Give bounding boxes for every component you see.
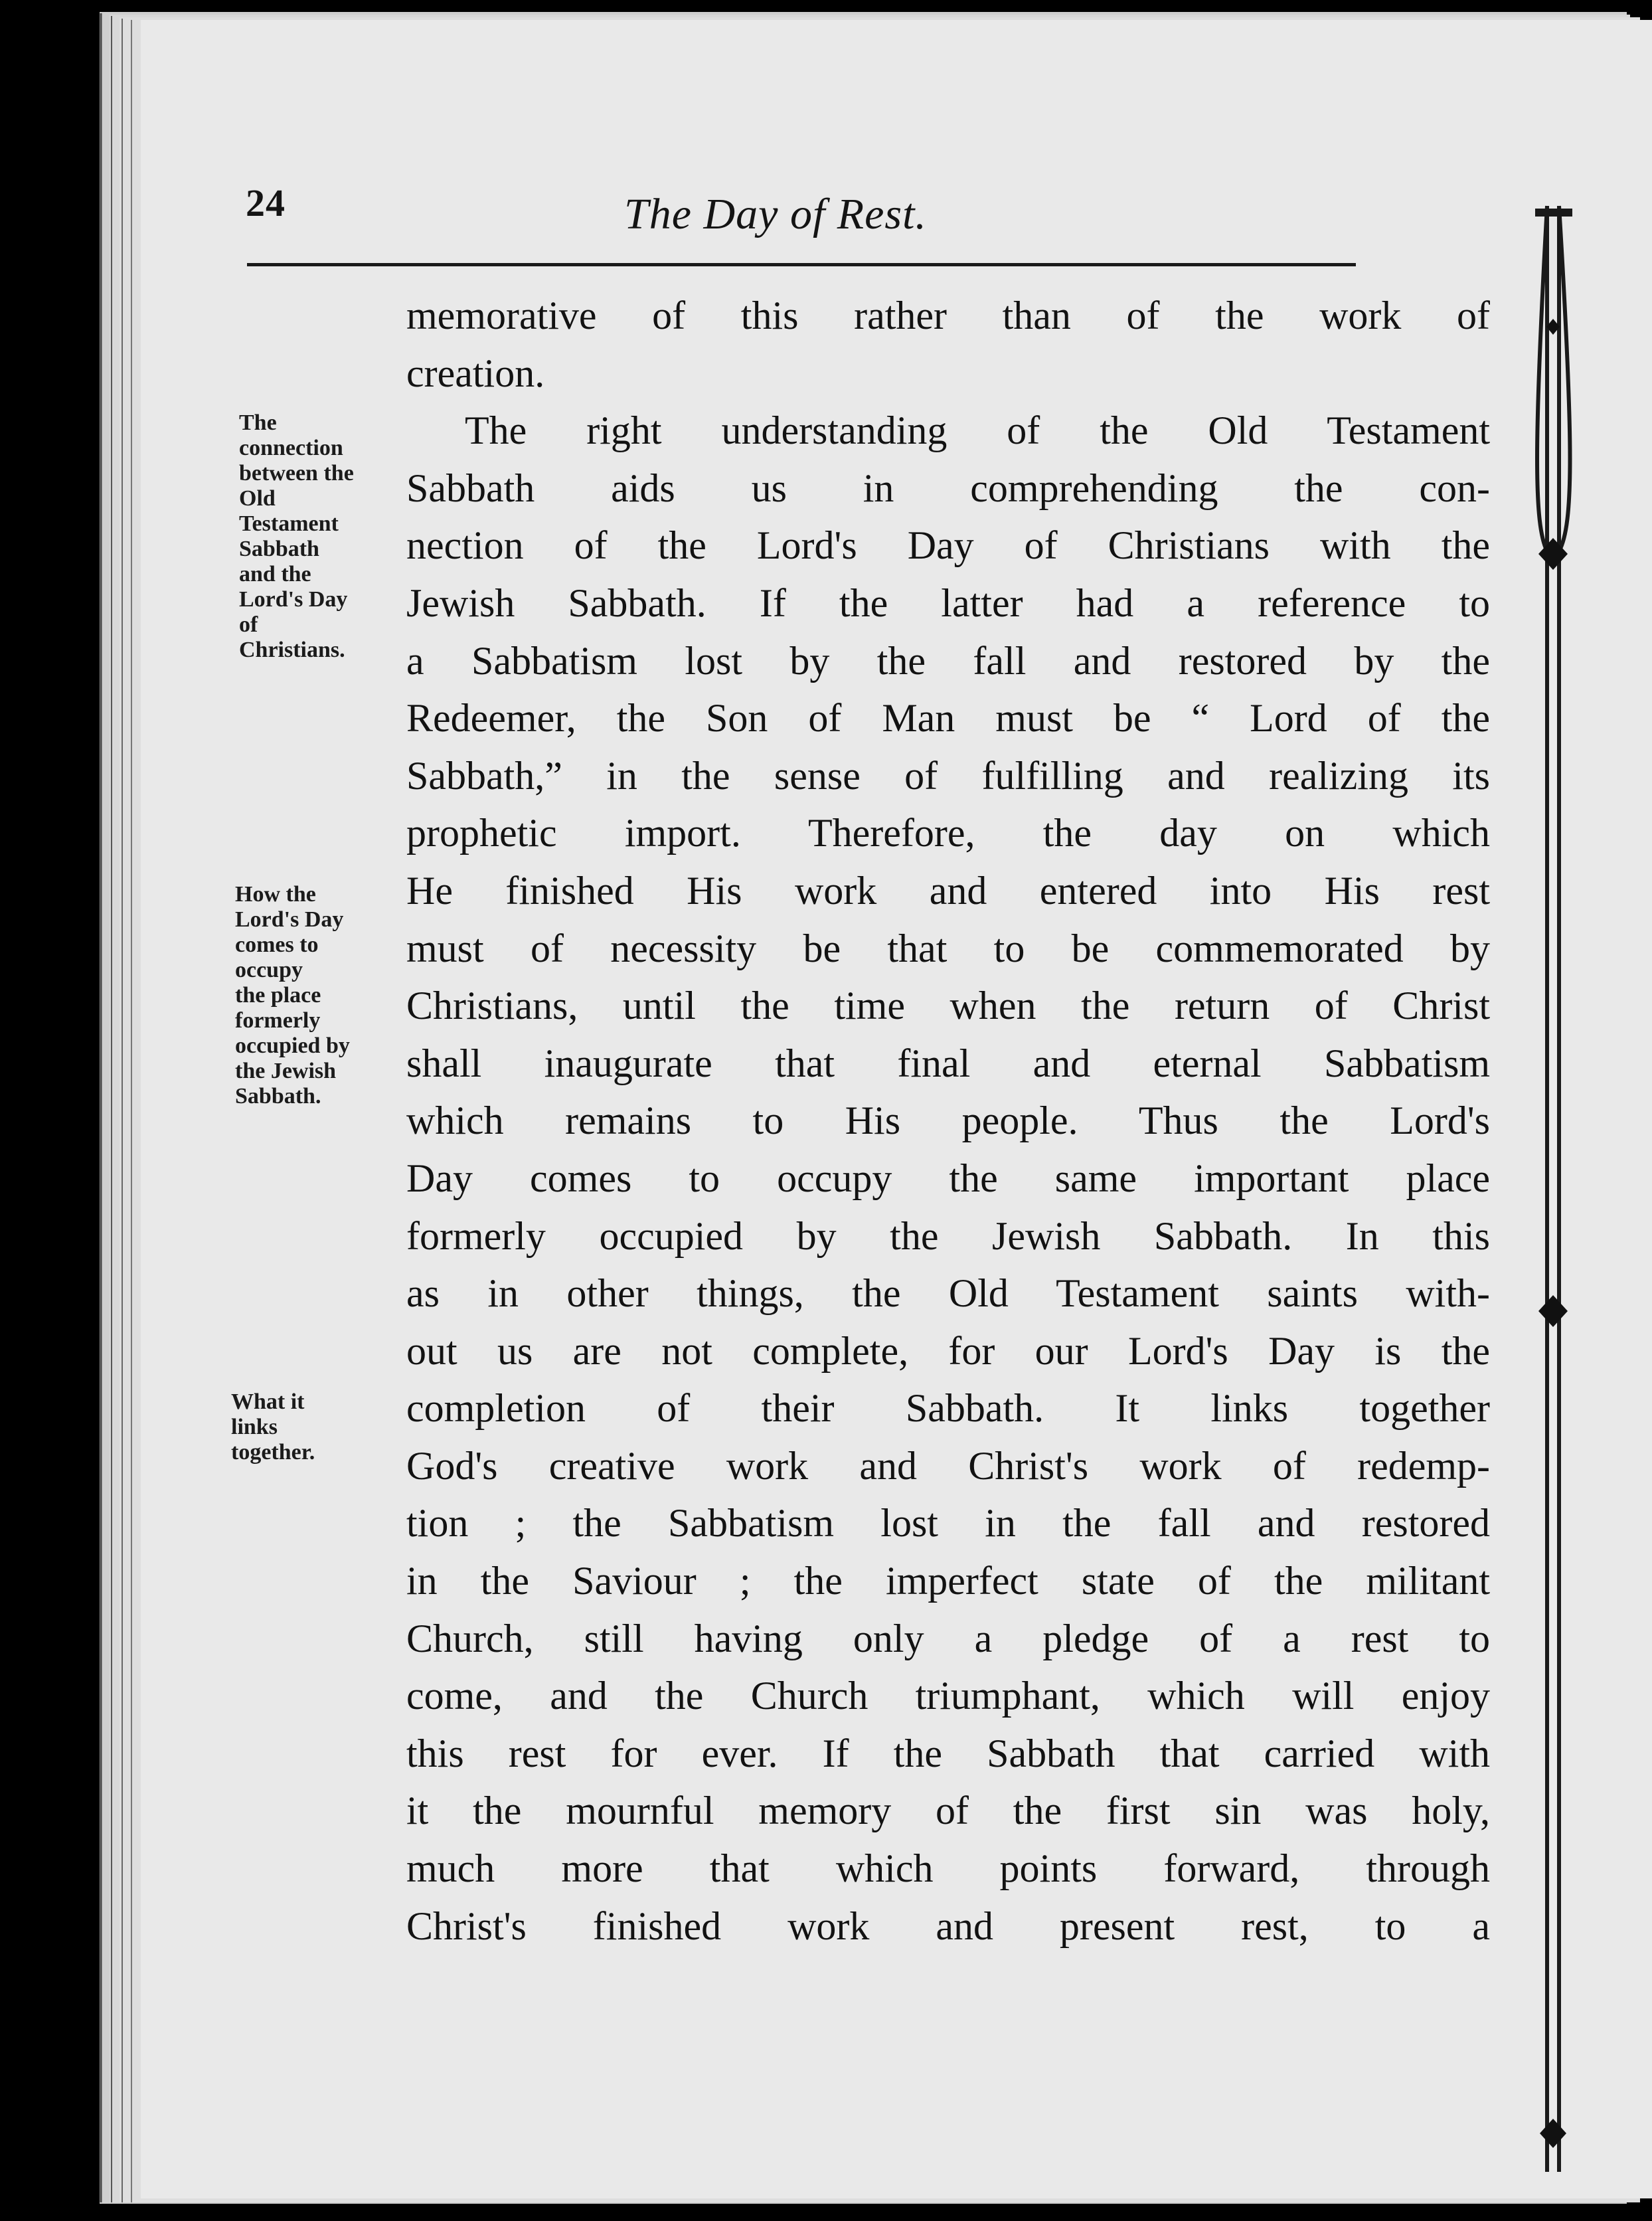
body-line: completion of their Sabbath. It links together — [406, 1386, 1490, 1431]
sidenote-line: occupied by — [235, 1033, 350, 1058]
sidenote-line: and the — [239, 562, 311, 586]
body-line: Church, still having only a pledge of a rest to — [406, 1616, 1490, 1660]
ornament-icon — [1538, 1295, 1568, 1327]
body-line: much more that which points forward, through — [406, 1846, 1490, 1891]
body-line: formerly occupied by the Jewish Sabbath. In this — [406, 1213, 1490, 1258]
sidenote-line: together. — [231, 1440, 315, 1465]
sidenote-line: Lord's Day — [239, 587, 348, 612]
body-line: Christians, until the time when the return of Christ — [406, 984, 1490, 1028]
body-line: He finished His work and entered into His rest — [406, 868, 1490, 913]
sidenote-what-it-links — [231, 1389, 424, 1465]
body-line: Sabbath,” in the sense of fulfilling and realizing its — [406, 753, 1490, 798]
running-title: The Day of Rest. — [624, 190, 927, 238]
body-line: as in other things, the Old Testament saints with- — [406, 1271, 1490, 1316]
sidenote-line: the Jewish — [235, 1059, 337, 1083]
body-line: Sabbath aids us in comprehending the con- — [406, 466, 1490, 510]
sidenote-line: the place — [235, 983, 321, 1008]
body-line: memorative of this rather than of the work of — [406, 294, 1490, 337]
body-line: in the Saviour ; the imperfect state of the militant — [406, 1559, 1490, 1603]
running-head — [141, 20, 1652, 286]
body-text — [406, 287, 1490, 1955]
sidenote-line: formerly — [235, 1008, 321, 1033]
body-line: out us are not complete, for our Lord's Day is the — [406, 1328, 1490, 1373]
body-line: nection of the Lord's Day of Christians with the — [406, 523, 1490, 568]
sidenote-line: What it — [231, 1389, 305, 1414]
sidenote-line: Testament — [239, 511, 339, 536]
body-line: it the mournful memory of the first sin was holy, — [406, 1789, 1490, 1833]
body-line: a Sabbatism lost by the fall and restored by the — [406, 638, 1490, 683]
sidenote-line: between the — [239, 461, 354, 486]
body-line: which remains to His people. Thus the Lord's — [406, 1099, 1490, 1143]
binding-cord-ornament — [1521, 179, 1620, 2198]
header-rule — [247, 263, 1356, 266]
body-line: come, and the Church triumphant, which will enjoy — [406, 1674, 1490, 1718]
sidenote-line: Sabbath — [239, 537, 319, 561]
sidenote-line: Sabbath. — [235, 1084, 321, 1109]
body-line: this rest for ever. If the Sabbath that carried with — [406, 1731, 1490, 1775]
sidenote-connection — [239, 410, 432, 663]
body-line: shall inaugurate that final and eternal Sabbatism — [406, 1041, 1490, 1085]
body-line: Jewish Sabbath. If the latter had a reference to — [406, 580, 1490, 625]
sidenote-how-lords-day — [235, 882, 428, 1109]
body-line: tion ; the Sabbatism lost in the fall and restored — [406, 1501, 1490, 1546]
sidenote-line: The — [239, 410, 277, 435]
sidenote-line: occupy — [235, 958, 303, 982]
page-number: 24 — [246, 181, 286, 224]
sidenote-line: of — [239, 612, 258, 637]
sidenote-line: Christians. — [239, 638, 345, 662]
body-line: Redeemer, the Son of Man must be “ Lord of the — [406, 696, 1490, 741]
body-line: Day comes to occupy the same important place — [406, 1156, 1490, 1200]
sidenote-line: How the — [235, 882, 316, 907]
sidenote-line: connection — [239, 436, 343, 460]
body-line: Christ's finished work and present rest, to a — [406, 1904, 1490, 1948]
sidenote-line: Lord's Day — [235, 907, 344, 932]
body-line: creation. — [406, 351, 545, 395]
sidenote-line: links — [231, 1415, 278, 1439]
body-line: The right understanding of the Old Testament — [465, 408, 1490, 453]
book-page — [141, 20, 1652, 2198]
sidenote-line: comes to — [235, 933, 319, 957]
body-line: God's creative work and Christ's work of redemp- — [406, 1443, 1490, 1488]
ornament-icon — [1540, 2119, 1566, 2148]
sidenote-line: Old — [239, 486, 276, 511]
body-line: prophetic import. Therefore, the day on which — [406, 811, 1490, 855]
body-line: must of necessity be that to be commemorated by — [406, 926, 1490, 970]
